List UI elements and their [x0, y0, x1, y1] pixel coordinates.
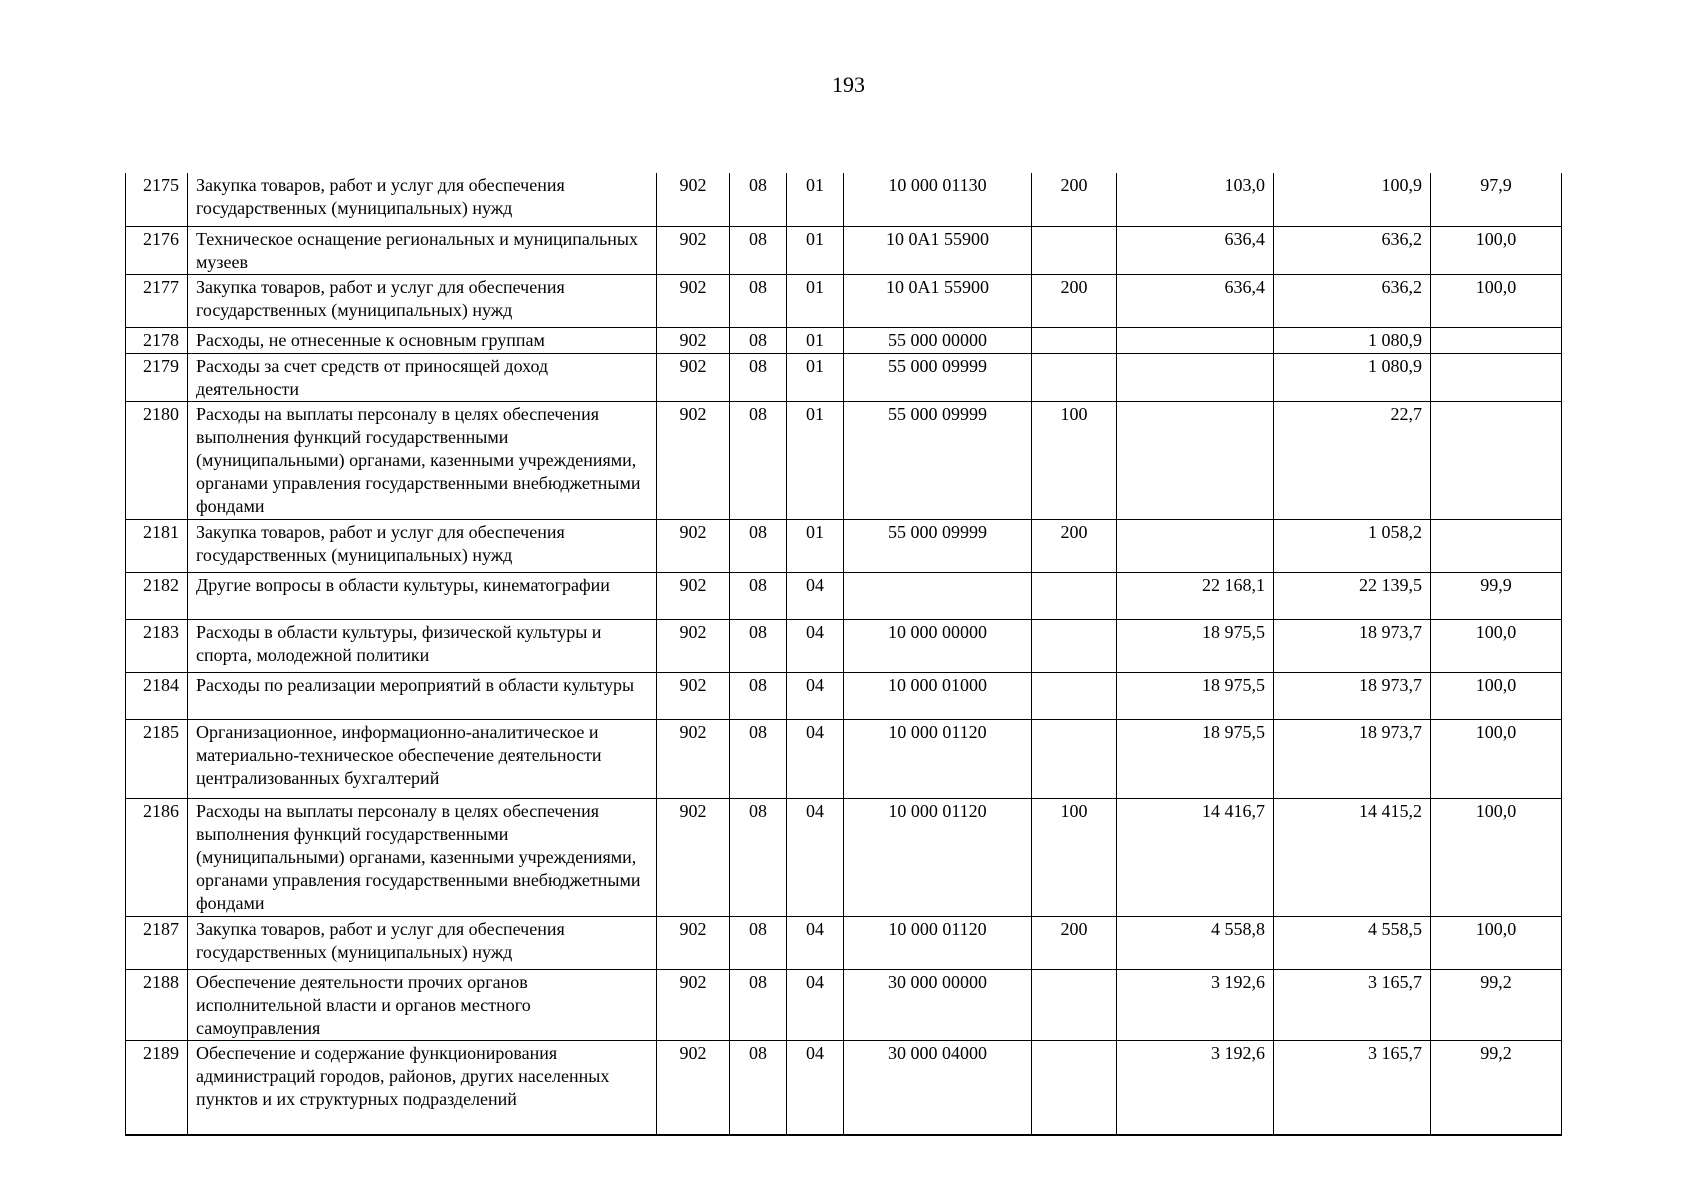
- row-ved-code: 902: [657, 969, 730, 1040]
- row-ved-code: 902: [657, 327, 730, 353]
- row-actual-amount: 636,2: [1274, 274, 1431, 327]
- row-planned-amount: [1117, 353, 1274, 401]
- table-row: [126, 226, 1562, 274]
- row-number: 2188: [126, 969, 188, 1040]
- row-planned-amount: 636,4: [1117, 226, 1274, 274]
- row-percent: 100,0: [1431, 719, 1562, 798]
- row-description: Обеспечение деятельности прочих органов исполнительной власти и органов местного самоуправления: [188, 969, 657, 1040]
- row-ved-code: 902: [657, 401, 730, 519]
- row-planned-amount: 14 416,7: [1117, 798, 1274, 916]
- row-section-code: 08: [730, 969, 787, 1040]
- row-actual-amount: 1 080,9: [1274, 353, 1431, 401]
- table-row: [126, 353, 1562, 401]
- row-section-code: 08: [730, 672, 787, 719]
- row-actual-amount: 18 973,7: [1274, 619, 1431, 672]
- row-expense-type: [1032, 353, 1117, 401]
- table-row: [126, 719, 1562, 798]
- row-target-code: 10 000 01120: [844, 916, 1032, 969]
- row-subsection-code: 04: [787, 969, 844, 1040]
- row-planned-amount: 22 168,1: [1117, 572, 1274, 619]
- row-percent: 100,0: [1431, 916, 1562, 969]
- row-planned-amount: [1117, 327, 1274, 353]
- row-percent: 100,0: [1431, 619, 1562, 672]
- row-target-code: 10 000 00000: [844, 619, 1032, 672]
- row-target-code: 10 000 01000: [844, 672, 1032, 719]
- row-target-code: 55 000 09999: [844, 401, 1032, 519]
- row-subsection-code: 01: [787, 274, 844, 327]
- table-row: [126, 173, 1562, 226]
- row-target-code: 55 000 00000: [844, 327, 1032, 353]
- row-actual-amount: 18 973,7: [1274, 672, 1431, 719]
- table-row: [126, 401, 1562, 519]
- row-description: Организационное, информационно-аналитическое и материально-техническое обеспечение деятельности централизованных бухгалтерий: [188, 719, 657, 798]
- table-row: [126, 327, 1562, 353]
- row-planned-amount: 18 975,5: [1117, 672, 1274, 719]
- row-percent: 100,0: [1431, 274, 1562, 327]
- row-ved-code: 902: [657, 672, 730, 719]
- row-section-code: 08: [730, 274, 787, 327]
- row-actual-amount: 18 973,7: [1274, 719, 1431, 798]
- row-percent: 99,9: [1431, 572, 1562, 619]
- row-number: 2186: [126, 798, 188, 916]
- row-ved-code: 902: [657, 619, 730, 672]
- budget-table: [125, 173, 1562, 1136]
- table-row: [126, 274, 1562, 327]
- row-expense-type: [1032, 1040, 1117, 1135]
- row-section-code: 08: [730, 1040, 787, 1135]
- row-expense-type: [1032, 619, 1117, 672]
- row-planned-amount: 18 975,5: [1117, 619, 1274, 672]
- row-section-code: 08: [730, 916, 787, 969]
- row-target-code: 10 000 01120: [844, 719, 1032, 798]
- row-description: Техническое оснащение региональных и муниципальных музеев: [188, 226, 657, 274]
- table-row: [126, 916, 1562, 969]
- row-number: 2177: [126, 274, 188, 327]
- row-description: Закупка товаров, работ и услуг для обеспечения государственных (муниципальных) нужд: [188, 519, 657, 572]
- row-section-code: 08: [730, 572, 787, 619]
- row-planned-amount: [1117, 401, 1274, 519]
- row-target-code: 30 000 04000: [844, 1040, 1032, 1135]
- row-target-code: 55 000 09999: [844, 353, 1032, 401]
- table-row: [126, 572, 1562, 619]
- row-percent: 97,9: [1431, 173, 1562, 226]
- row-expense-type: 100: [1032, 401, 1117, 519]
- row-expense-type: 200: [1032, 519, 1117, 572]
- row-percent: [1431, 353, 1562, 401]
- row-ved-code: 902: [657, 353, 730, 401]
- row-ved-code: 902: [657, 1040, 730, 1135]
- row-number: 2182: [126, 572, 188, 619]
- row-subsection-code: 04: [787, 916, 844, 969]
- row-actual-amount: 3 165,7: [1274, 969, 1431, 1040]
- row-ved-code: 902: [657, 719, 730, 798]
- row-planned-amount: [1117, 519, 1274, 572]
- row-actual-amount: 22,7: [1274, 401, 1431, 519]
- row-section-code: 08: [730, 173, 787, 226]
- table-row: [126, 798, 1562, 916]
- row-percent: 100,0: [1431, 226, 1562, 274]
- row-ved-code: 902: [657, 916, 730, 969]
- row-description: Обеспечение и содержание функционирования администраций городов, районов, других населенных пунктов и их структурных подразделений: [188, 1040, 657, 1135]
- row-planned-amount: 4 558,8: [1117, 916, 1274, 969]
- row-description: Закупка товаров, работ и услуг для обеспечения государственных (муниципальных) нужд: [188, 274, 657, 327]
- row-description: Закупка товаров, работ и услуг для обеспечения государственных (муниципальных) нужд: [188, 173, 657, 226]
- row-percent: 100,0: [1431, 798, 1562, 916]
- row-description: Закупка товаров, работ и услуг для обеспечения государственных (муниципальных) нужд: [188, 916, 657, 969]
- row-subsection-code: 01: [787, 519, 844, 572]
- table-row: [126, 672, 1562, 719]
- row-expense-type: [1032, 226, 1117, 274]
- row-section-code: 08: [730, 798, 787, 916]
- row-planned-amount: 636,4: [1117, 274, 1274, 327]
- row-section-code: 08: [730, 401, 787, 519]
- page-number: 193: [832, 72, 865, 97]
- row-target-code: 10 0A1 55900: [844, 274, 1032, 327]
- row-description: Расходы за счет средств от приносящей доход деятельности: [188, 353, 657, 401]
- row-target-code: 55 000 09999: [844, 519, 1032, 572]
- table-row: [126, 619, 1562, 672]
- row-number: 2176: [126, 226, 188, 274]
- row-expense-type: [1032, 719, 1117, 798]
- row-ved-code: 902: [657, 274, 730, 327]
- row-planned-amount: 3 192,6: [1117, 969, 1274, 1040]
- row-description: Расходы на выплаты персоналу в целях обеспечения выполнения функций государственными (муниципальными) органами, казенными учреждениями, органами управления государственными внебюджетными фондами: [188, 401, 657, 519]
- row-expense-type: 200: [1032, 173, 1117, 226]
- row-description: Расходы на выплаты персоналу в целях обеспечения выполнения функций государственными (муниципальными) органами, казенными учреждениями, органами управления государственными внебюджетными фондами: [188, 798, 657, 916]
- row-ved-code: 902: [657, 572, 730, 619]
- row-subsection-code: 04: [787, 719, 844, 798]
- row-number: 2187: [126, 916, 188, 969]
- row-expense-type: [1032, 572, 1117, 619]
- row-planned-amount: 3 192,6: [1117, 1040, 1274, 1135]
- row-planned-amount: 103,0: [1117, 173, 1274, 226]
- row-number: 2180: [126, 401, 188, 519]
- row-number: 2178: [126, 327, 188, 353]
- row-expense-type: [1032, 672, 1117, 719]
- row-actual-amount: 100,9: [1274, 173, 1431, 226]
- row-percent: [1431, 327, 1562, 353]
- row-subsection-code: 04: [787, 619, 844, 672]
- row-ved-code: 902: [657, 519, 730, 572]
- row-target-code: 10 000 01120: [844, 798, 1032, 916]
- row-expense-type: [1032, 969, 1117, 1040]
- row-ved-code: 902: [657, 798, 730, 916]
- row-description: Расходы по реализации мероприятий в области культуры: [188, 672, 657, 719]
- row-percent: 99,2: [1431, 969, 1562, 1040]
- row-number: 2183: [126, 619, 188, 672]
- row-target-code: 10 000 01130: [844, 173, 1032, 226]
- row-subsection-code: 04: [787, 672, 844, 719]
- row-percent: 100,0: [1431, 672, 1562, 719]
- row-number: 2185: [126, 719, 188, 798]
- row-expense-type: 200: [1032, 274, 1117, 327]
- row-subsection-code: 01: [787, 401, 844, 519]
- row-description: Расходы, не отнесенные к основным группам: [188, 327, 657, 353]
- row-actual-amount: 14 415,2: [1274, 798, 1431, 916]
- row-subsection-code: 01: [787, 327, 844, 353]
- row-number: 2179: [126, 353, 188, 401]
- row-subsection-code: 04: [787, 1040, 844, 1135]
- row-number: 2181: [126, 519, 188, 572]
- row-planned-amount: 18 975,5: [1117, 719, 1274, 798]
- table-row: [126, 969, 1562, 1040]
- row-expense-type: [1032, 327, 1117, 353]
- table-body: [126, 173, 1562, 1135]
- row-percent: 99,2: [1431, 1040, 1562, 1135]
- row-subsection-code: 04: [787, 572, 844, 619]
- table-row: [126, 519, 1562, 572]
- row-section-code: 08: [730, 519, 787, 572]
- row-actual-amount: 636,2: [1274, 226, 1431, 274]
- row-percent: [1431, 519, 1562, 572]
- row-subsection-code: 01: [787, 173, 844, 226]
- row-actual-amount: 3 165,7: [1274, 1040, 1431, 1135]
- row-actual-amount: 22 139,5: [1274, 572, 1431, 619]
- table-row: [126, 1040, 1562, 1135]
- row-subsection-code: 01: [787, 226, 844, 274]
- row-subsection-code: 01: [787, 353, 844, 401]
- row-expense-type: 100: [1032, 798, 1117, 916]
- row-section-code: 08: [730, 719, 787, 798]
- row-actual-amount: 1 080,9: [1274, 327, 1431, 353]
- row-description: Расходы в области культуры, физической культуры и спорта, молодежной политики: [188, 619, 657, 672]
- row-subsection-code: 04: [787, 798, 844, 916]
- row-section-code: 08: [730, 353, 787, 401]
- row-actual-amount: 4 558,5: [1274, 916, 1431, 969]
- row-target-code: 30 000 00000: [844, 969, 1032, 1040]
- row-actual-amount: 1 058,2: [1274, 519, 1431, 572]
- row-expense-type: 200: [1032, 916, 1117, 969]
- row-ved-code: 902: [657, 173, 730, 226]
- row-target-code: [844, 572, 1032, 619]
- row-section-code: 08: [730, 619, 787, 672]
- row-number: 2189: [126, 1040, 188, 1135]
- row-section-code: 08: [730, 327, 787, 353]
- row-target-code: 10 0A1 55900: [844, 226, 1032, 274]
- row-percent: [1431, 401, 1562, 519]
- row-ved-code: 902: [657, 226, 730, 274]
- row-number: 2184: [126, 672, 188, 719]
- row-section-code: 08: [730, 226, 787, 274]
- row-description: Другие вопросы в области культуры, кинематографии: [188, 572, 657, 619]
- row-number: 2175: [126, 173, 188, 226]
